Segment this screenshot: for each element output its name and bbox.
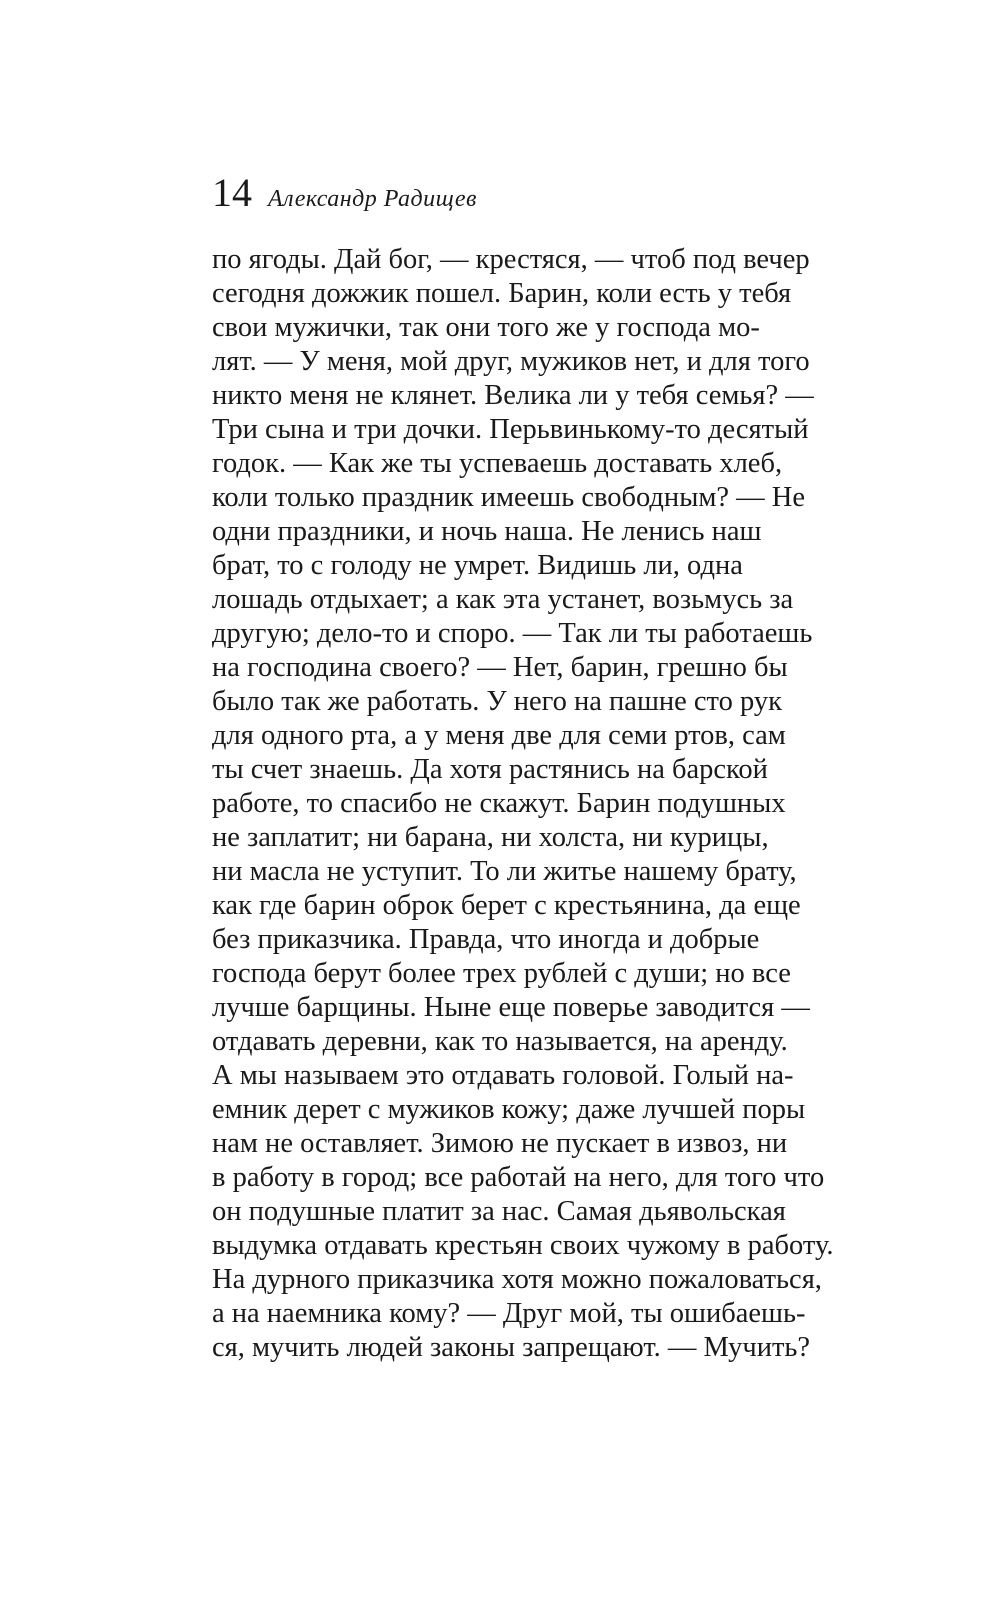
text-line: другую; дело-то и споро. — Так ли ты работаешь [212, 618, 813, 649]
text-line: ни масла не уступит. То ли житье нашему брату, [212, 856, 797, 887]
body-text [212, 243, 860, 1365]
text-line: брат, то с голоду не умрет. Видишь ли, одна [212, 550, 743, 581]
text-line: без приказчика. Правда, что иногда и добрые [212, 924, 760, 955]
text-line: он подушные платит за нас. Самая дьявольская [212, 1196, 786, 1227]
text-line: А мы называем это отдавать головой. Голый на- [212, 1060, 794, 1091]
text-line: выдумка отдавать крестьян своих чужому в работу. [212, 1230, 834, 1261]
text-line: было так же работать. У него на пашне сто рук [212, 686, 782, 717]
text-line: лошадь отдыхает; а как эта устанет, возьмусь за [212, 584, 794, 615]
text-line: годок. — Как же ты успеваешь доставать хлеб, [212, 448, 783, 479]
text-line: в работу в город; все работай на него, для того что [212, 1162, 825, 1193]
page-number: 14 [212, 170, 252, 215]
text-line: для одного рта, а у меня две для семи ртов, сам [212, 720, 786, 751]
text-line: Три сына и три дочки. Перьвинькому-то десятый [212, 414, 809, 445]
text-line: лят. — У меня, мой друг, мужиков нет, и для того [212, 346, 810, 377]
text-line: по ягоды. Дай бог, — крестяся, — чтоб под вечер [212, 244, 810, 275]
text-line: на господина своего? — Нет, барин, грешно бы [212, 652, 788, 683]
text-line: сегодня дожжик пошел. Барин, коли есть у тебя [212, 278, 792, 309]
text-line: свои мужички, так они того же у господа мо- [212, 312, 760, 343]
text-line: а на наемника кому? — Друг мой, ты ошибаешь- [212, 1298, 806, 1329]
text-line: емник дерет с мужиков кожу; даже лучшей поры [212, 1094, 806, 1125]
text-line: коли только праздник имеешь свободным? — Не [212, 482, 806, 513]
text-line: На дурного приказчика хотя можно пожаловаться, [212, 1264, 822, 1295]
text-line: работе, то спасибо не скажут. Барин подушных [212, 788, 786, 819]
text-line: лучше барщины. Ныне еще поверье заводится — [212, 992, 810, 1023]
running-head [212, 168, 477, 218]
text-line: не заплатит; ни барана, ни холста, ни курицы, [212, 822, 769, 853]
text-line: ся, мучить людей законы запрещают. — Мучить? [212, 1332, 811, 1363]
text-line: никто меня не клянет. Велика ли у тебя семья? — [212, 380, 814, 411]
text-line: отдавать деревни, как то называется, на аренду. [212, 1026, 788, 1057]
text-line: одни праздники, и ночь наша. Не ленись наш [212, 516, 762, 547]
text-line: как где барин оброк берет с крестьянина, да еще [212, 890, 801, 921]
text-line: нам не оставляет. Зимою не пускает в извоз, ни [212, 1128, 788, 1159]
text-line: господа берут более трех рублей с души; но все [212, 958, 791, 989]
text-line: ты счет знаешь. Да хотя растянись на барской [212, 754, 768, 785]
running-head-author: Александр Радищев [268, 186, 477, 212]
